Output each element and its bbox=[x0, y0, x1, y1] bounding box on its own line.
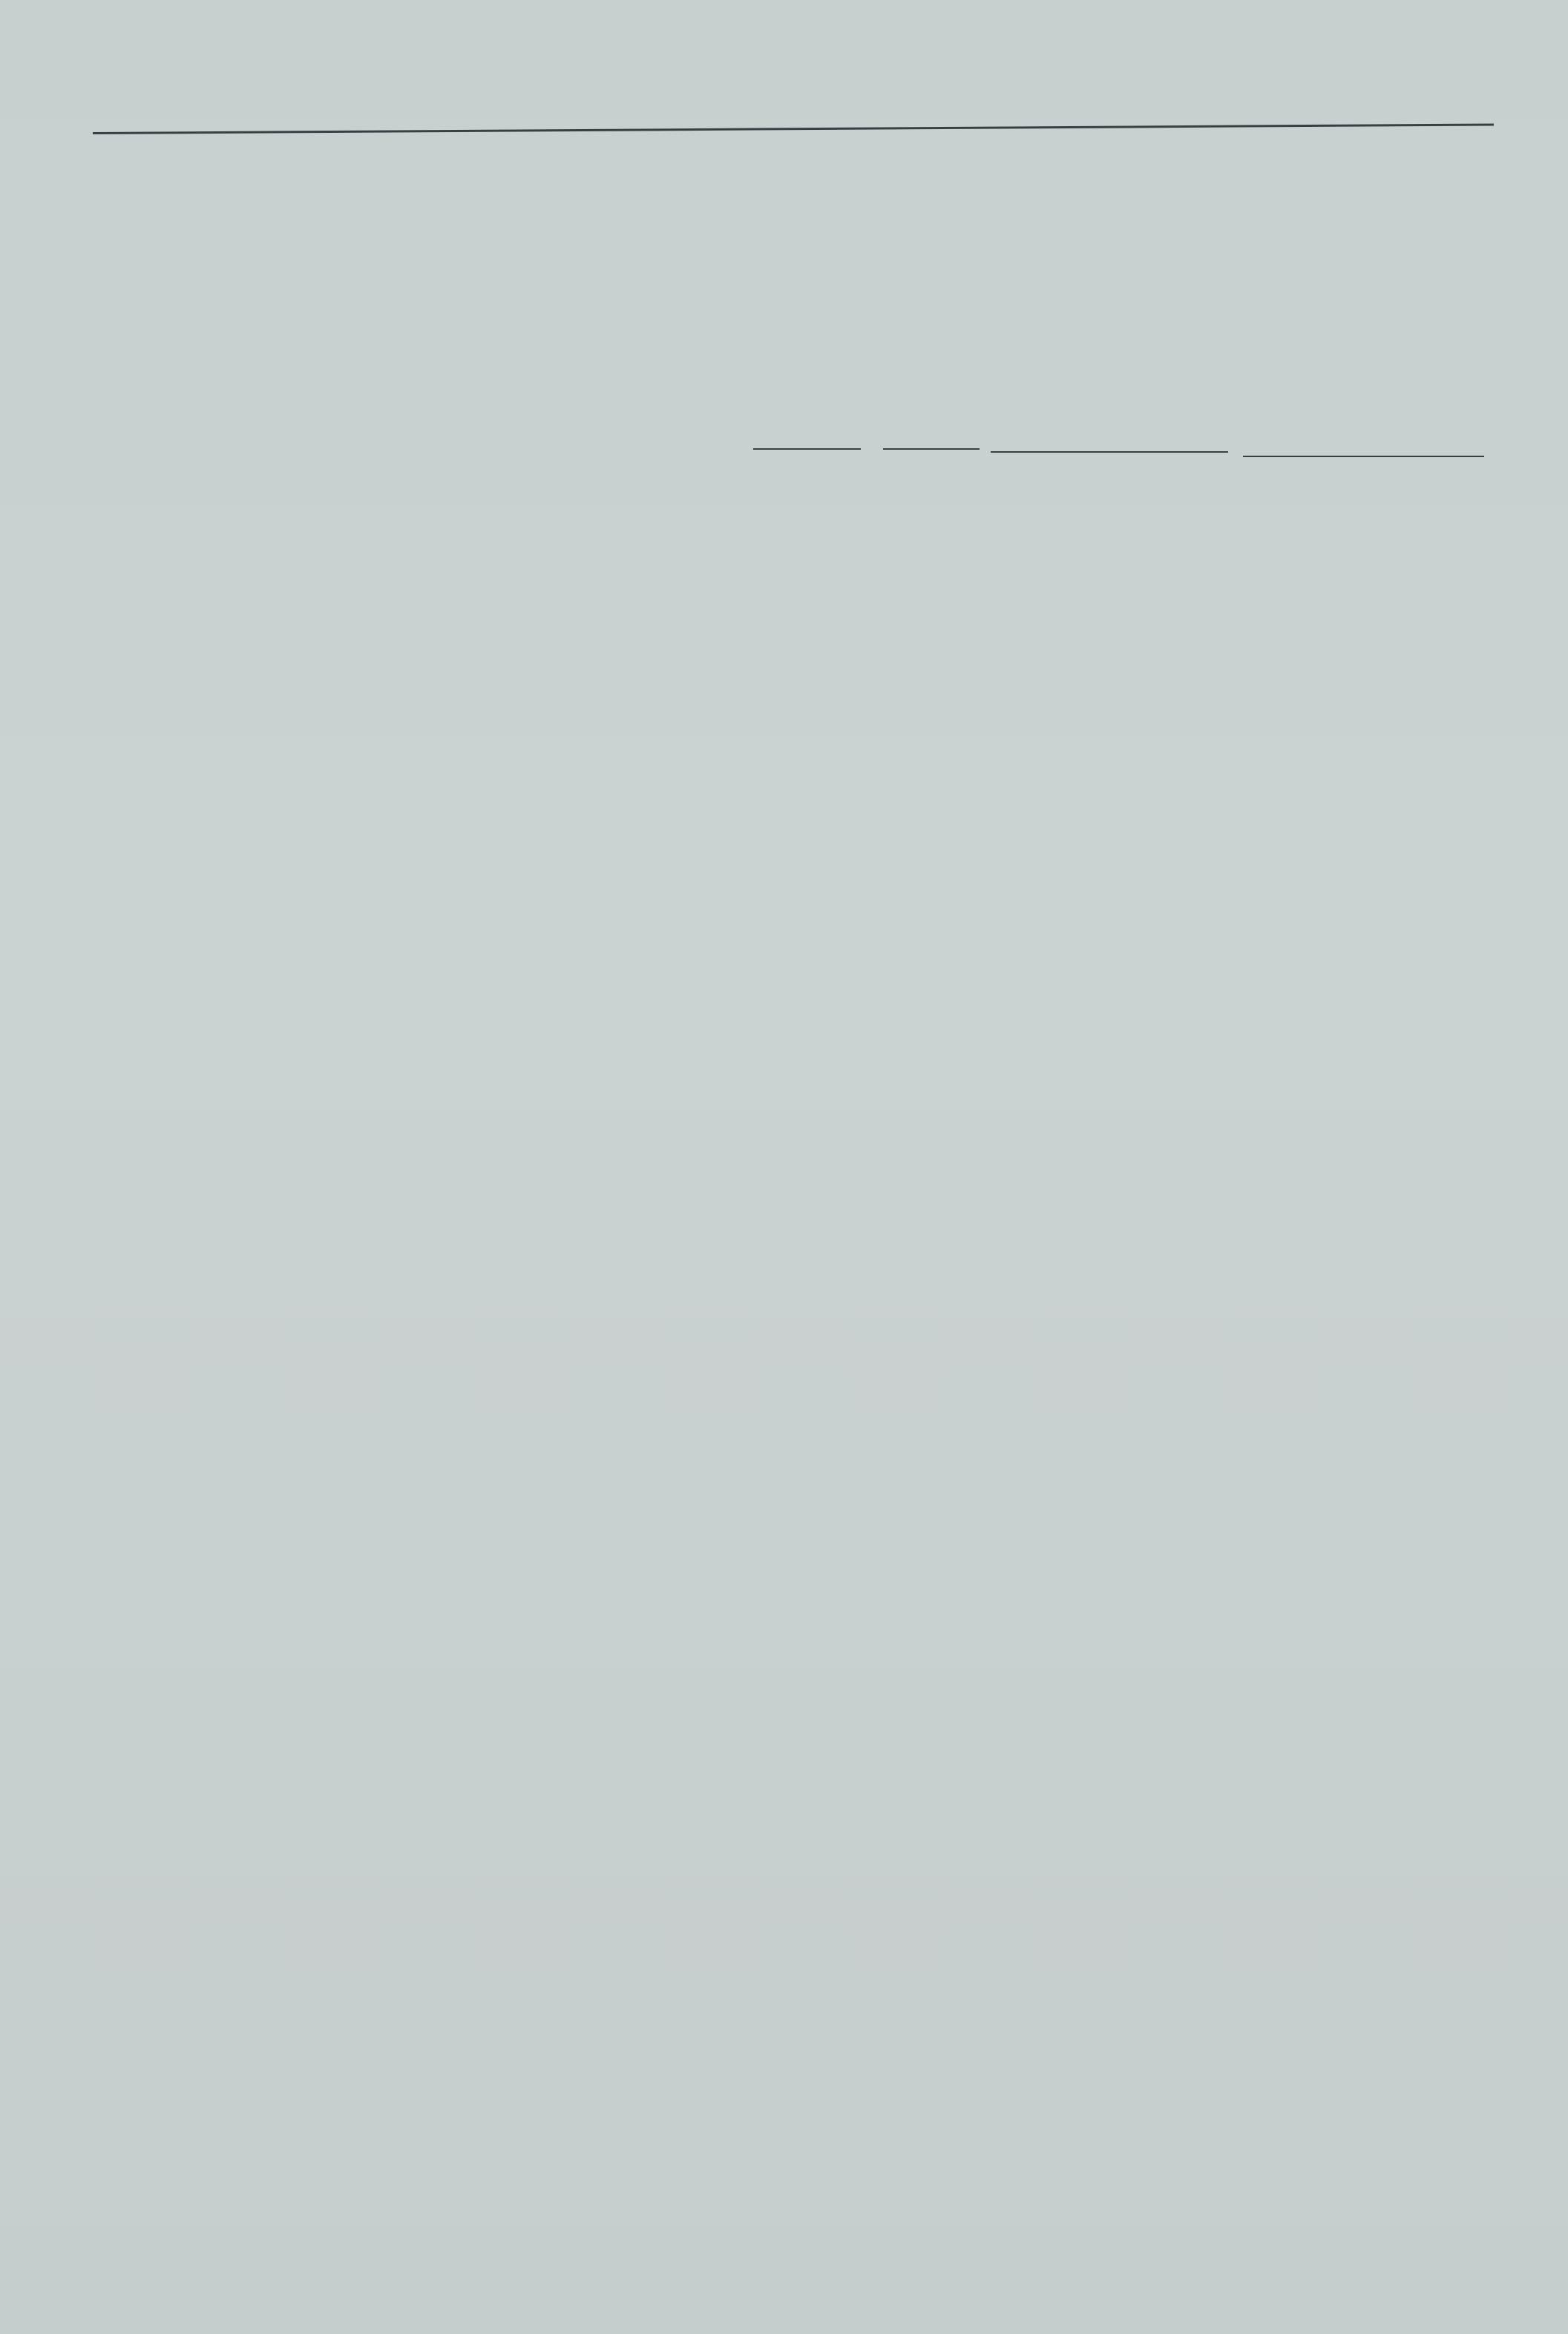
note-header-underline bbox=[883, 448, 980, 450]
table-row bbox=[0, 600, 1568, 637]
table-row bbox=[0, 1299, 1568, 1336]
table-row bbox=[0, 553, 1568, 590]
table-row bbox=[0, 1238, 1568, 1275]
previous-header-underline bbox=[1243, 456, 1484, 457]
table-row bbox=[0, 1590, 1568, 1627]
table-row bbox=[0, 1544, 1568, 1581]
table-row bbox=[0, 499, 1568, 536]
table-row bbox=[0, 1794, 1568, 1832]
table-row bbox=[0, 1145, 1568, 1182]
table-row bbox=[0, 694, 1568, 731]
table-row bbox=[0, 2041, 1568, 2078]
current-header-underline bbox=[991, 451, 1228, 453]
table-row bbox=[0, 1751, 1568, 1789]
table-row bbox=[0, 957, 1568, 994]
table-row bbox=[0, 1636, 1568, 1674]
table-row bbox=[0, 839, 1568, 876]
table-row bbox=[0, 1839, 1568, 1876]
table-row bbox=[0, 1696, 1568, 1733]
table-row bbox=[0, 1449, 1568, 1486]
code-header-underline bbox=[753, 448, 861, 450]
table-row bbox=[0, 1498, 1568, 1535]
table-row bbox=[0, 1885, 1568, 1922]
table-row bbox=[0, 1003, 1568, 1040]
table-row bbox=[0, 1191, 1568, 1228]
table-row bbox=[0, 1996, 1568, 2033]
table-row bbox=[0, 1098, 1568, 1135]
table-row bbox=[0, 790, 1568, 827]
table-row bbox=[0, 646, 1568, 683]
table-row bbox=[0, 1354, 1568, 1391]
table-row bbox=[0, 1944, 1568, 1981]
header-divider bbox=[93, 123, 1494, 134]
table-row bbox=[0, 898, 1568, 935]
table-row bbox=[0, 742, 1568, 779]
table-row bbox=[0, 1050, 1568, 1087]
table-row bbox=[0, 1403, 1568, 1440]
